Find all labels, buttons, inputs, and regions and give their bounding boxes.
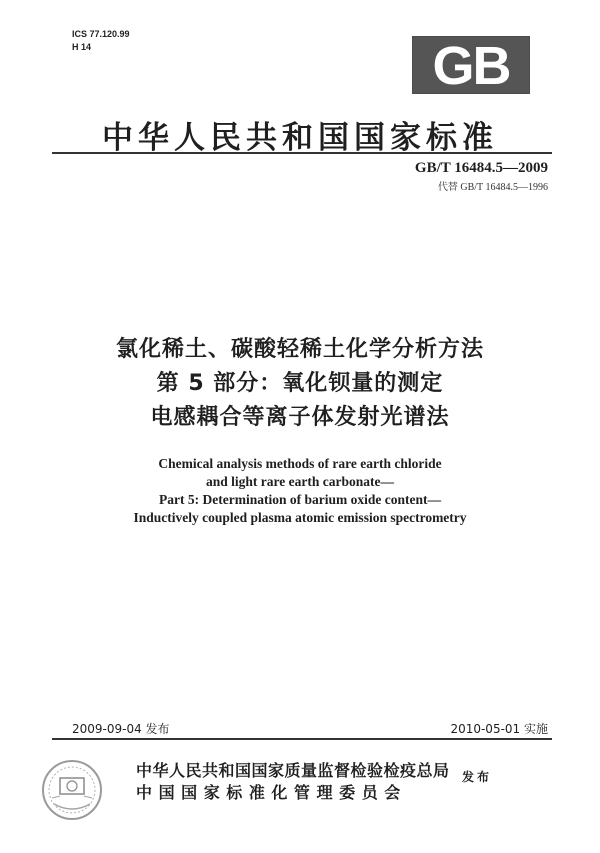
standard-name: 中华人民共和国国家标准: [102, 120, 498, 156]
title-zh-line-3: 电感耦合等离子体发射光谱法: [150, 405, 450, 430]
gb-logo: [412, 36, 530, 94]
issue-date: 2009-09-04 发布: [72, 722, 170, 736]
publish-label: 发布: [462, 770, 493, 784]
ics-code: ICS 77.120.99: [72, 29, 130, 39]
title-en-line-2: and light rare earth carbonate—: [206, 474, 394, 489]
implementation-date: 2010-05-01 实施: [450, 722, 548, 736]
title-en-line-1: Chemical analysis methods of rare earth chloride: [158, 456, 442, 471]
title-en-line-3: Part 5: Determination of barium oxide content—: [159, 492, 441, 507]
issuer-seal: [40, 758, 104, 822]
standard-code: GB/T 16484.5—2009: [414, 160, 548, 176]
replaces-code: 代替 GB/T 16484.5—1996: [437, 182, 548, 193]
issuer-sac: 中 国 国 家 标 准 化 管 理 委 员 会: [136, 783, 401, 802]
bottom-rule: [52, 738, 552, 740]
ccs-code: H 14: [72, 42, 92, 52]
gb-logo-text: GB: [432, 36, 510, 94]
title-en-line-4: Inductively coupled plasma atomic emission spectrometry: [133, 510, 467, 525]
top-rule: [52, 152, 552, 154]
title-zh-line-2: 第 5 部分：氧化钡量的测定: [156, 371, 444, 396]
title-zh-line-1: 氯化稀土、碳酸轻稀土化学分析方法: [115, 337, 484, 362]
ics-classification: [72, 28, 130, 54]
issuer-aqsiq: 中华人民共和国国家质量监督检验检疫总局: [136, 761, 450, 780]
